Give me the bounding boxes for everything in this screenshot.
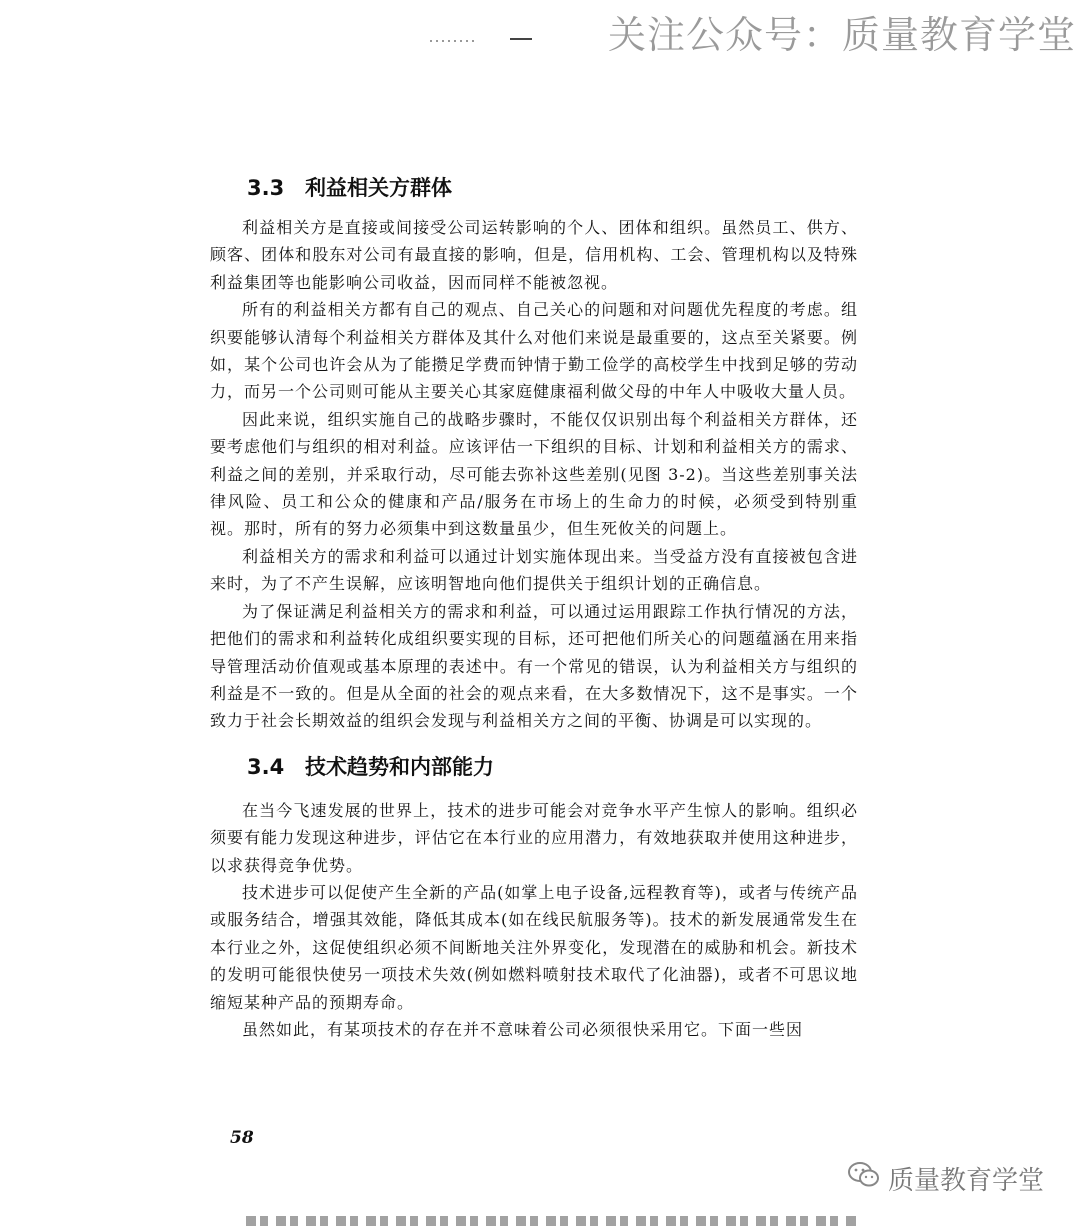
next-page-cutoff — [246, 1216, 856, 1226]
section-heading — [210, 168, 858, 208]
paragraph: 利益相关方的需求和利益可以通过计划实施体现出来。当受益方没有直接被包含进来时，为了不产生误解，应该明智地向他们提供关于组织计划的正确信息。 — [210, 546, 858, 594]
section-title: 利益相关方群体 — [305, 176, 452, 200]
page-body — [210, 168, 858, 1043]
paragraph: 技术进步可以促使产生全新的产品(如掌上电子设备,远程教育等)，或者与传统产品或服务结合，增强其效能，降低其成本(如在线民航服务等)。技术的新发展通常发生在本行业之外，这促使组织必须不间断地关注外界变化，发现潜在的威胁和机会。新技术的发明可能很快使另一项技术失效(例如燃料喷射技术取代了化油器)，或者不可思议地缩短某种产品的预期寿命。 — [210, 882, 858, 1012]
footer-watermark — [848, 1160, 1044, 1197]
section-title: 技术趋势和内部能力 — [305, 754, 494, 779]
paragraph: 在当今飞速发展的世界上，技术的进步可能会对竞争水平产生惊人的影响。组织必须要有能力发现这种进步，评估它在本行业的应用潜力，有效地获取并使用这种进步，以求获得竞争优势。 — [210, 800, 858, 875]
paragraph: 因此来说，组织实施自己的战略步骤时，不能仅仅识别出每个利益相关方群体，还要考虑他们与组织的相对利益。应该评估一下组织的目标、计划和利益相关方的需求、利益之间的差别，并采取行动，尽可能去弥补这些差别(见图 3-2)。当这些差别事关法律风险、员工和公众的健康和产品/服务在市场上的生命力的时候，必须受到特别重视。那时，所有的努力必须集中到这数量虽少，但生死攸关的问题上。 — [210, 409, 858, 539]
page-number: 58 — [230, 1128, 254, 1148]
section-number: 3.4 — [247, 754, 285, 779]
scan-speck — [430, 40, 476, 42]
section-number: 3.3 — [247, 176, 285, 200]
scan-mark — [510, 38, 532, 40]
wechat-icon — [848, 1161, 880, 1196]
paragraph: 虽然如此，有某项技术的存在并不意味着公司必须很快采用它。下面一些因 — [242, 1019, 804, 1039]
section-3-3 — [210, 168, 858, 735]
section-heading — [210, 747, 858, 787]
paragraph: 所有的利益相关方都有自己的观点、自己关心的问题和对问题优先程度的考虑。组织要能够认清每个利益相关方群体及其什么对他们来说是最重要的，这点至关紧要。例如，某个公司也许会从为了能攒足学费而钟情于勤工俭学的高校学生中找到足够的劳动力，而另一个公司则可能从主要关心其家庭健康福利做父母的中年人中吸收大量人员。 — [210, 300, 858, 402]
paragraph: 利益相关方是直接或间接受公司运转影响的个人、团体和组织。虽然员工、供方、顾客、团体和股东对公司有最直接的影响，但是，信用机构、工会、管理机构以及特殊利益集团等也能影响公司收益，因而同样不能被忽视。 — [210, 218, 858, 292]
header-watermark: 关注公众号：质量教育学堂 — [607, 13, 1076, 57]
section-3-4 — [210, 747, 858, 1044]
paragraph: 为了保证满足利益相关方的需求和利益，可以通过运用跟踪工作执行情况的方法，把他们的需求和利益转化成组织要实现的目标，还可把他们所关心的问题蕴涵在用来指导管理活动价值观或基本原理的表述中。有一个常见的错误，认为利益相关方与组织的利益是不一致的。但是从全面的社会的观点来看，在大多数情况下，这不是事实。一个致力于社会长期效益的组织会发现与利益相关方之间的平衡、协调是可以实现的。 — [210, 601, 858, 731]
footer-watermark-text: 质量教育学堂 — [887, 1166, 1044, 1196]
